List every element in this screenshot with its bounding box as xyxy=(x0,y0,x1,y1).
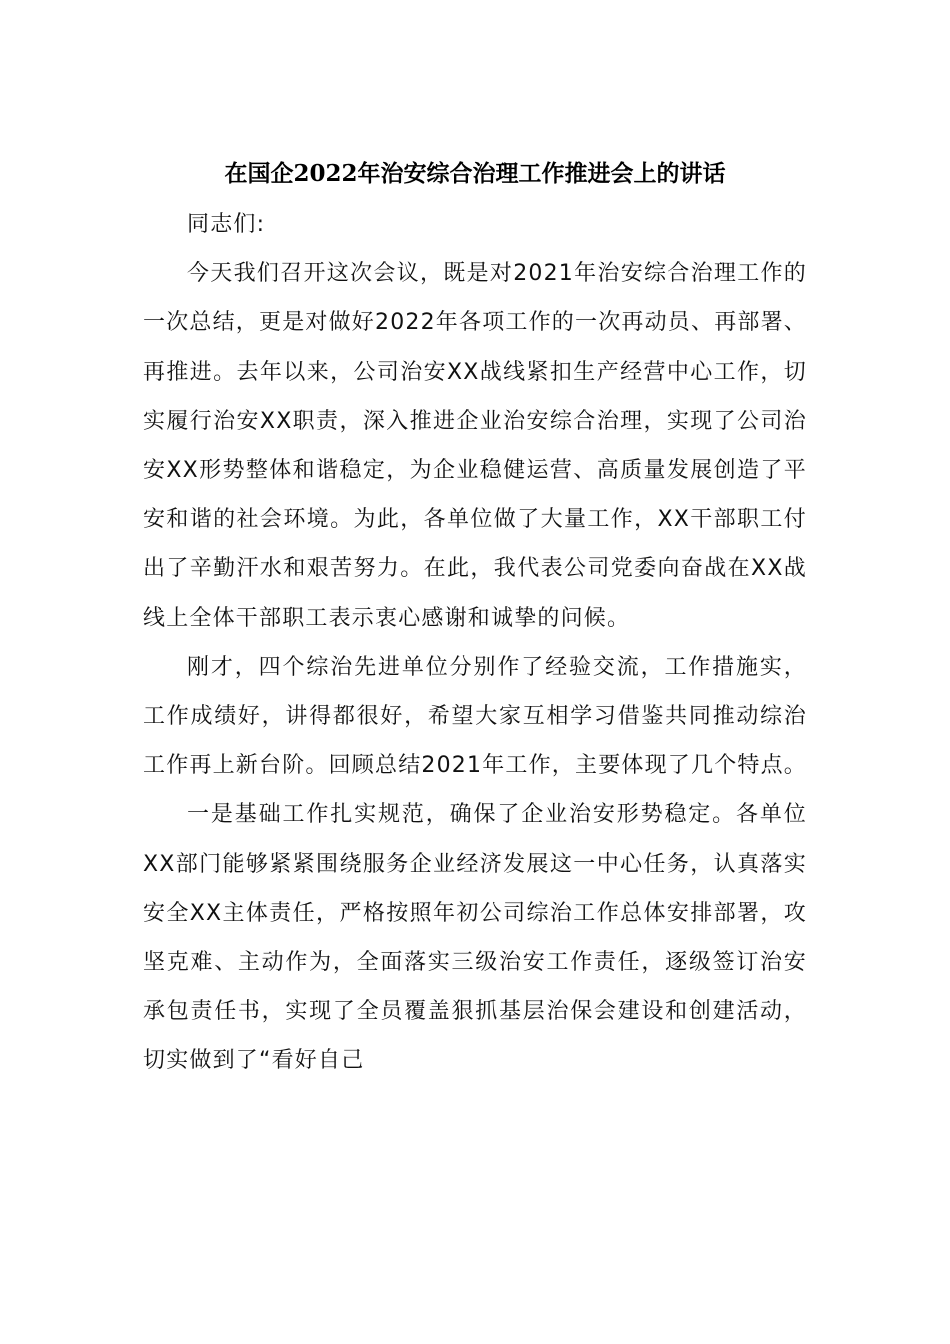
paragraph-point-one: 一是基础工作扎实规范，确保了企业治安形势稳定。各单位XX部门能够紧紧围绕服务企业经济发展这一中心任务，认真落实安全XX主体责任，严格按照年初公司综治工作总体安排部署，攻坚克难、主动作为，全面落实三级治安工作责任，逐级签订治安承包责任书，实现了全员覆盖狠抓基层治保会建设和创建活动，切实做到了“看好自己 xyxy=(143,802,807,1074)
document-body xyxy=(143,200,807,1086)
paragraph-opening: 今天我们召开这次会议，既是对2021年治安综合治理工作的一次总结，更是对做好2022年各项工作的一次再动员、再部署、再推进。去年以来，公司治安XX战线紧扣生产经营中心工作，切实履行治安XX职责，深入推进企业治安综合治理，实现了公司治安XX形势整体和谐稳定，为企业稳健运营、高质量发展创造了平安和谐的社会环境。为此，各单位做了大量工作，XX干部职工付出了辛勤汗水和艰苦努力。在此，我代表公司党委向奋战在XX战线上全体干部职工表示衷心感谢和诚挚的问候。 xyxy=(143,261,807,631)
salutation: 同志们: xyxy=(187,212,266,237)
paragraph-review: 刚才，四个综治先进单位分别作了经验交流，工作措施实，工作成绩好，讲得都很好，希望大家互相学习借鉴共同推动综治工作再上新台阶。回顾总结2021年工作，主要体现了几个特点。 xyxy=(143,654,807,779)
document-title: 在国企2022年治安综合治理工作推进会上的讲话 xyxy=(224,160,726,187)
